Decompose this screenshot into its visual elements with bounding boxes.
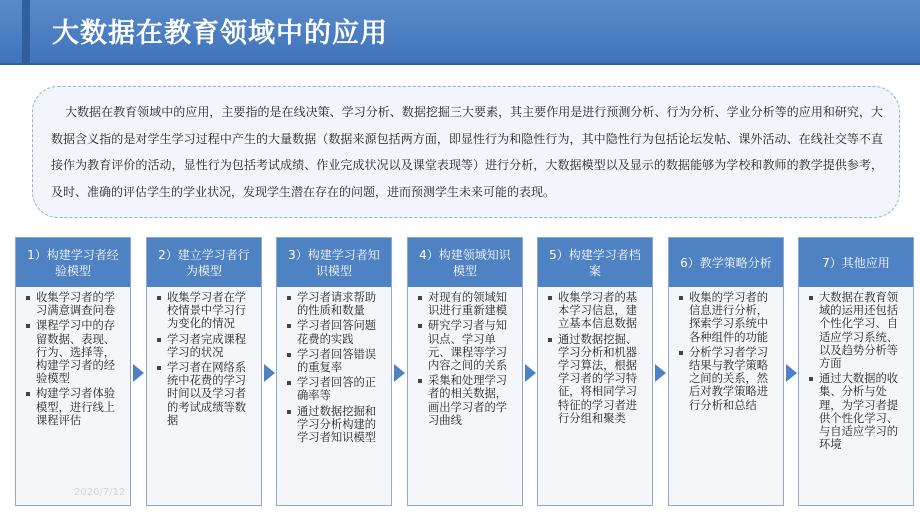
intro-paragraph: 大数据在教育领域中的应用，主要指的是在线决策、学习分析、数据挖掘三大要素，其主要作用是进行预测分析、行为分析、学业分析等的应用和研究，大数据含义指的是对学生学习过程中产生的大量数据（数据来源包括两方面，即显性行为和隐性行为，其中隐性行为包括论坛发帖、课外活动、在线社交等不直接作为教育评价的活动，显性行为包括考试成绩、作业完成状况以及课堂表现等）进行分析，大数据模型以及显示的数据能够为学校和教师的教学提供参考，及时、准确的评估学生的学业状况，发现学生潜在存在的问题，进而预测学生未来可能的表现。 <box>32 86 900 218</box>
list-item: 学习者回答问题花费的实践 <box>287 319 387 345</box>
arrow-icon <box>786 364 797 382</box>
card-list <box>16 287 130 427</box>
card-list <box>147 287 261 427</box>
card-title: 7）其他应用 <box>799 238 913 287</box>
arrow-icon <box>655 364 666 382</box>
card-title: 2）建立学习者行为模型 <box>147 238 261 287</box>
card-behavior-model <box>146 237 262 506</box>
card-list <box>538 287 652 425</box>
card-knowledge-model <box>276 237 392 506</box>
date-watermark: 2020/7/12 <box>74 487 126 498</box>
card-title: 1）构建学习者经验模型 <box>16 238 130 287</box>
card-title: 4）构建领域知识模型 <box>408 238 522 287</box>
list-item: 学习者在网络系统中花费的学习时间以及学习者的考试成绩等数据 <box>157 361 257 427</box>
card-list <box>799 287 913 451</box>
arrow-icon <box>133 364 144 382</box>
list-item: 收集学习者的基本学习信息，建立基本信息数据 <box>548 291 648 331</box>
arrow-icon <box>394 364 405 382</box>
title-bar <box>0 0 920 65</box>
list-item: 学习者完成课程学习的状况 <box>157 333 257 359</box>
card-list <box>277 287 391 444</box>
arrow-icon <box>525 364 536 382</box>
list-item: 收集学习者的学习满意调查问卷 <box>26 291 126 317</box>
list-item: 研究学习者与知识点、学习单元、课程等学习内容之间的关系 <box>418 319 518 372</box>
card-list <box>408 287 522 427</box>
card-learner-profile <box>537 237 653 506</box>
list-item: 课程学习中的存留数据、表现、行为、选择等，构建学习者的经验模型 <box>26 319 126 385</box>
card-title: 3）构建学习者知识模型 <box>277 238 391 287</box>
card-domain-model <box>407 237 523 506</box>
card-experience-model <box>15 237 131 506</box>
list-item: 分析学习者学习结果与教学策略之间的关系，然后对教学策略进行分析和总结 <box>679 346 779 412</box>
list-item: 学习者回答错误的重复率 <box>287 348 387 374</box>
list-item: 构建学习者体验模型，进行线上课程评估 <box>26 387 126 427</box>
list-item: 通过大数据的收集、分析与处理，为学习者提供个性化学习、与自适应学习的环境 <box>809 372 909 451</box>
arrow-icon <box>264 364 275 382</box>
list-item: 收集的学习者的信息进行分析，探索学习系统中各种组件的功能 <box>679 291 779 344</box>
list-item: 通过数据挖掘和学习分析构建的学习者知识模型 <box>287 405 387 445</box>
card-title: 6）教学策略分析 <box>669 238 783 287</box>
page-title: 大数据在教育领域中的应用 <box>52 18 388 49</box>
list-item: 学习者回答的正确率等 <box>287 376 387 402</box>
list-item: 大数据在教育领域的运用还包括个性化学习、自适应学习系统、以及趋势分析等方面 <box>809 291 909 370</box>
list-item: 学习者请求帮助的性质和数量 <box>287 291 387 317</box>
title-accent <box>22 0 30 63</box>
list-item: 对现有的领域知识进行重新建模 <box>418 291 518 317</box>
list-item: 收集学习者在学校情景中学习行为变化的情况 <box>157 291 257 331</box>
card-teaching-strategy <box>668 237 784 506</box>
list-item: 采集和处理学习者的相关数据，画出学习者的学习曲线 <box>418 374 518 427</box>
card-list <box>669 287 783 412</box>
card-title: 5）构建学习者档案 <box>538 238 652 287</box>
card-other-applications <box>798 237 914 506</box>
list-item: 通过数据挖掘、学习分析和机器学习算法，根据学习者的学习特征，将相同学习特征的学习者进行分组和聚类 <box>548 333 648 425</box>
